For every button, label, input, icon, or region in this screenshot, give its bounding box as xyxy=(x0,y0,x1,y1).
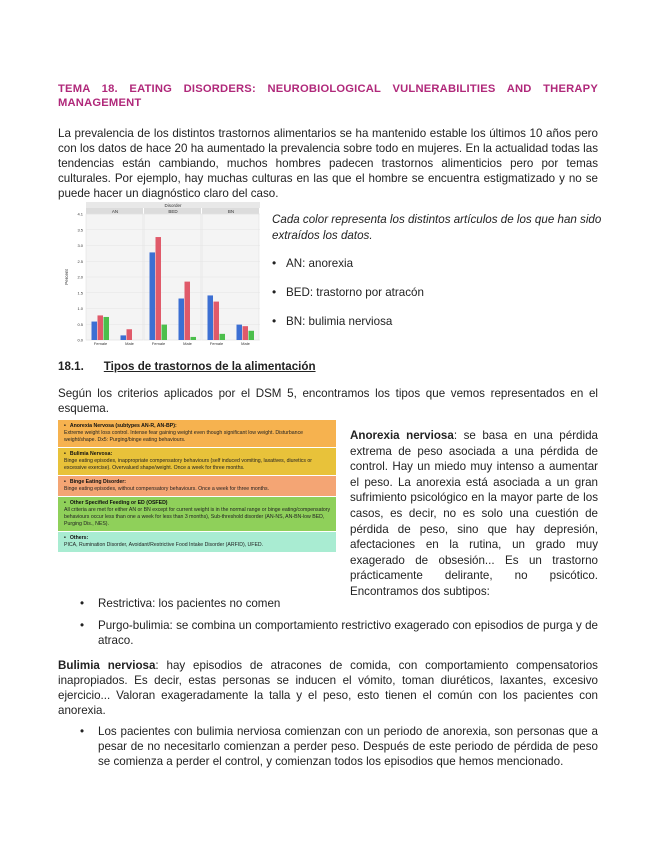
y-tick-label: 0.5 xyxy=(77,321,83,327)
intro-paragraph: La prevalencia de los distintos trastornos alimentarios se ha mantenido estable los últimos 10 años pero con los datos de hace 20 ha aumentado la prevalencia sobre todo en mujeres. En la actualidad todas las tendencias están cambiando, muchos hombres padecen trastornos alimenticios pero por temas culturales. Por ejemplo, hay muchas culturas en las que el hombre se encuentra estigmatizado y no se puede hacer un diagnóstico claro del caso. xyxy=(58,127,598,200)
bullet-icon: • xyxy=(272,314,277,328)
y-tick-label: 3.5 xyxy=(77,227,83,233)
bulimia-text: : hay episodios de atracones de comida, con comportamiento compensatorios inapropiados. Es decir, estas personas se inducen el vómito, toman diuréticos, laxantes, excesivo ejercicio... Valoran exageradamente la talla y el peso, esto tienen el común con los pacientes con anorexia. xyxy=(58,659,598,717)
section-number: 18.1. xyxy=(58,360,84,373)
anorexia-text: : se basa en una pérdida extrema de peso asociada a una pérdida de control. Hay un miedo muy intenso a aumentar el peso. La anorexia está asociada a un gran sufrimiento psicológico en la mayor parte de los casos, es decir, no es solo una cuestión de pérdida de peso, sino que hay depresión, afectaciones en la rutina, un grado muy exagerado de obsesión... Es un trastorno prácticamente delirante, no psicótico. Encontramos dos subtipos: xyxy=(350,429,598,598)
bar xyxy=(92,322,98,340)
y-tick-label: 1.5 xyxy=(77,290,83,296)
dsm-box-body: All criteria are met for either AN or BN except for current weight is in the normal range or binge eating/compensatory behaviours occur less than one a week for less than 3 months), Sub-threshold disorder (AN-NS, AN-BN-low BED, Purging Dis., NES). xyxy=(64,507,331,527)
x-tick-label: Female xyxy=(151,341,166,346)
bullet-icon: • xyxy=(80,597,85,610)
y-tick-label: 2.0 xyxy=(77,274,83,280)
bar xyxy=(162,325,168,340)
panel-label: AN xyxy=(111,209,119,214)
section-title: Tipos de trastornos de la alimentación xyxy=(103,360,316,373)
bar xyxy=(127,329,133,340)
dsm-box-others: • Others: PICA, Rumination Disorder, Avoidant/Restrictive Food Intake Disorder (ARFID), UFED. xyxy=(58,532,336,552)
list-item: • BED: trastorno por atracón xyxy=(272,285,424,299)
panel-label: BED xyxy=(168,209,178,214)
dsm-box-bulimia: • Bulimia Nervosa: Binge eating episodes, inappropriate compensatory behaviours (self induced vomiting, laxatives, diuretics or excessive exercise). Overvalued shape/weight. Once a week for three months. xyxy=(58,448,336,475)
x-tick-label: Male xyxy=(241,341,250,346)
bar xyxy=(243,326,249,340)
bulimia-paragraph xyxy=(58,658,598,718)
anorexia-paragraph xyxy=(350,428,598,600)
bar xyxy=(214,302,220,340)
dsm-box-body: Binge eating episodes, inappropriate compensatory behaviours (self induced vomiting, laxatives, diuretics or excessive exercise). Overvalued shape/weight. Once a week for three months. xyxy=(64,458,312,471)
bullet-icon: • xyxy=(80,725,85,738)
bar xyxy=(150,252,156,340)
bulimia-term: Bulimia nerviosa xyxy=(58,659,156,672)
bar xyxy=(237,325,243,340)
bar xyxy=(220,334,226,340)
bullet-icon: • xyxy=(272,285,277,299)
bullet-icon: • xyxy=(272,256,277,270)
y-tick-label: 1.0 xyxy=(77,306,83,311)
bar xyxy=(249,331,255,340)
bar xyxy=(156,237,162,340)
section-heading xyxy=(58,360,316,373)
panel-label: BN xyxy=(227,209,235,214)
dsm-box-header: Others: xyxy=(69,535,89,541)
dsm-box-anorexia: • Anorexia Nervosa (subtypes AN-R, AN-BP): Extreme weight loss control. Intense fear gaining weight even though significant low weight. Disturbance weight/shape. Dx5: Purging/binge eating behaviours. xyxy=(58,420,336,447)
dsm-box-body: Binge eating episodes, without compensatory behaviours. Once a week for three months. xyxy=(64,486,270,492)
bar xyxy=(179,299,185,340)
anorexia-subtypes-list xyxy=(58,596,598,655)
bar xyxy=(185,282,191,340)
bar xyxy=(191,337,197,340)
anorexia-term: Anorexia nerviosa xyxy=(350,429,454,442)
list-item: • Restrictiva: los pacientes no comen xyxy=(80,597,281,610)
dsm-box-header: Other Specified Feeding or ED (OSFED) xyxy=(69,500,168,506)
legend-list xyxy=(272,256,602,343)
bar xyxy=(98,315,104,340)
x-tick-label: Male xyxy=(125,341,134,346)
list-item: • Los pacientes con bulimia nerviosa comienzan con un periodo de anorexia, son personas que a pesar de no necesitarlo comienzan a perder peso. Después de este periodo de pérdida de peso se comienza a perder el control, y comienzan todos los episodios que hemos mencionado. xyxy=(80,725,598,768)
dsm-scheme xyxy=(58,420,336,553)
prevalence-bar-chart xyxy=(62,200,262,350)
bar xyxy=(104,317,110,340)
dsm-box-osfed: • Other Specified Feeding or ED (OSFED) All criteria are met for either AN or BN except for current weight is in the normal range or binge eating/compensatory behaviours occur less than one a week for less than 3 months), Sub-threshold disorder (AN-NS, AN-BN-low BED, Purging Dis., NES). xyxy=(58,497,336,531)
y-tick-label: 2.5 xyxy=(77,258,83,264)
y-tick-label: 4.1 xyxy=(77,211,83,217)
y-tick-label: 3.0 xyxy=(77,243,83,248)
y-tick-label: 0.0 xyxy=(77,337,83,343)
dsm-box-body: PICA, Rumination Disorder, Avoidant/Restrictive Food Intake Disorder (ARFID), UFED. xyxy=(64,542,264,548)
chart-title: Disorder xyxy=(164,203,182,208)
dsm-box-header: Anorexia Nervosa (subtypes AN-R, AN-BP): xyxy=(69,423,177,429)
dsm-intro-paragraph: Según los criterios aplicados por el DSM 5, encontramos los tipos que vemos representados en el esquema. xyxy=(58,387,598,415)
x-tick-label: Female xyxy=(93,341,108,346)
document-title: TEMA 18. EATING DISORDERS: NEUROBIOLOGICAL VULNERABILITIES AND THERAPY MANAGEMENT xyxy=(58,83,598,109)
chart-caption: Cada color representa los distintos artículos de los que han sido extraídos los datos. xyxy=(272,213,602,242)
bar xyxy=(121,335,127,340)
x-tick-label: Male xyxy=(183,341,192,346)
list-item: • Purgo-bulimia: se combina un comportamiento restrictivo exagerado con episodios de purga y de atraco. xyxy=(80,619,598,647)
dsm-box-body: Extreme weight loss control. Intense fear gaining weight even though significant low weight. Disturbance weight/shape. Dx5: Purging/binge eating behaviours. xyxy=(64,430,304,443)
dsm-box-binge-eating: • Binge Eating Disorder: Binge eating episodes, without compensatory behaviours. Once a week for three months. xyxy=(58,476,336,496)
y-axis-label: Percent xyxy=(64,269,69,285)
dsm-box-header: Binge Eating Disorder: xyxy=(69,479,127,485)
bullet-icon: • xyxy=(80,619,85,632)
bulimia-points-list xyxy=(58,724,598,776)
list-item: • BN: bulimia nerviosa xyxy=(272,314,393,328)
dsm-box-header: Bulimia Nervosa: xyxy=(69,451,113,457)
bar xyxy=(208,295,214,340)
list-item: • AN: anorexia xyxy=(272,256,354,270)
x-tick-label: Female xyxy=(209,341,224,346)
